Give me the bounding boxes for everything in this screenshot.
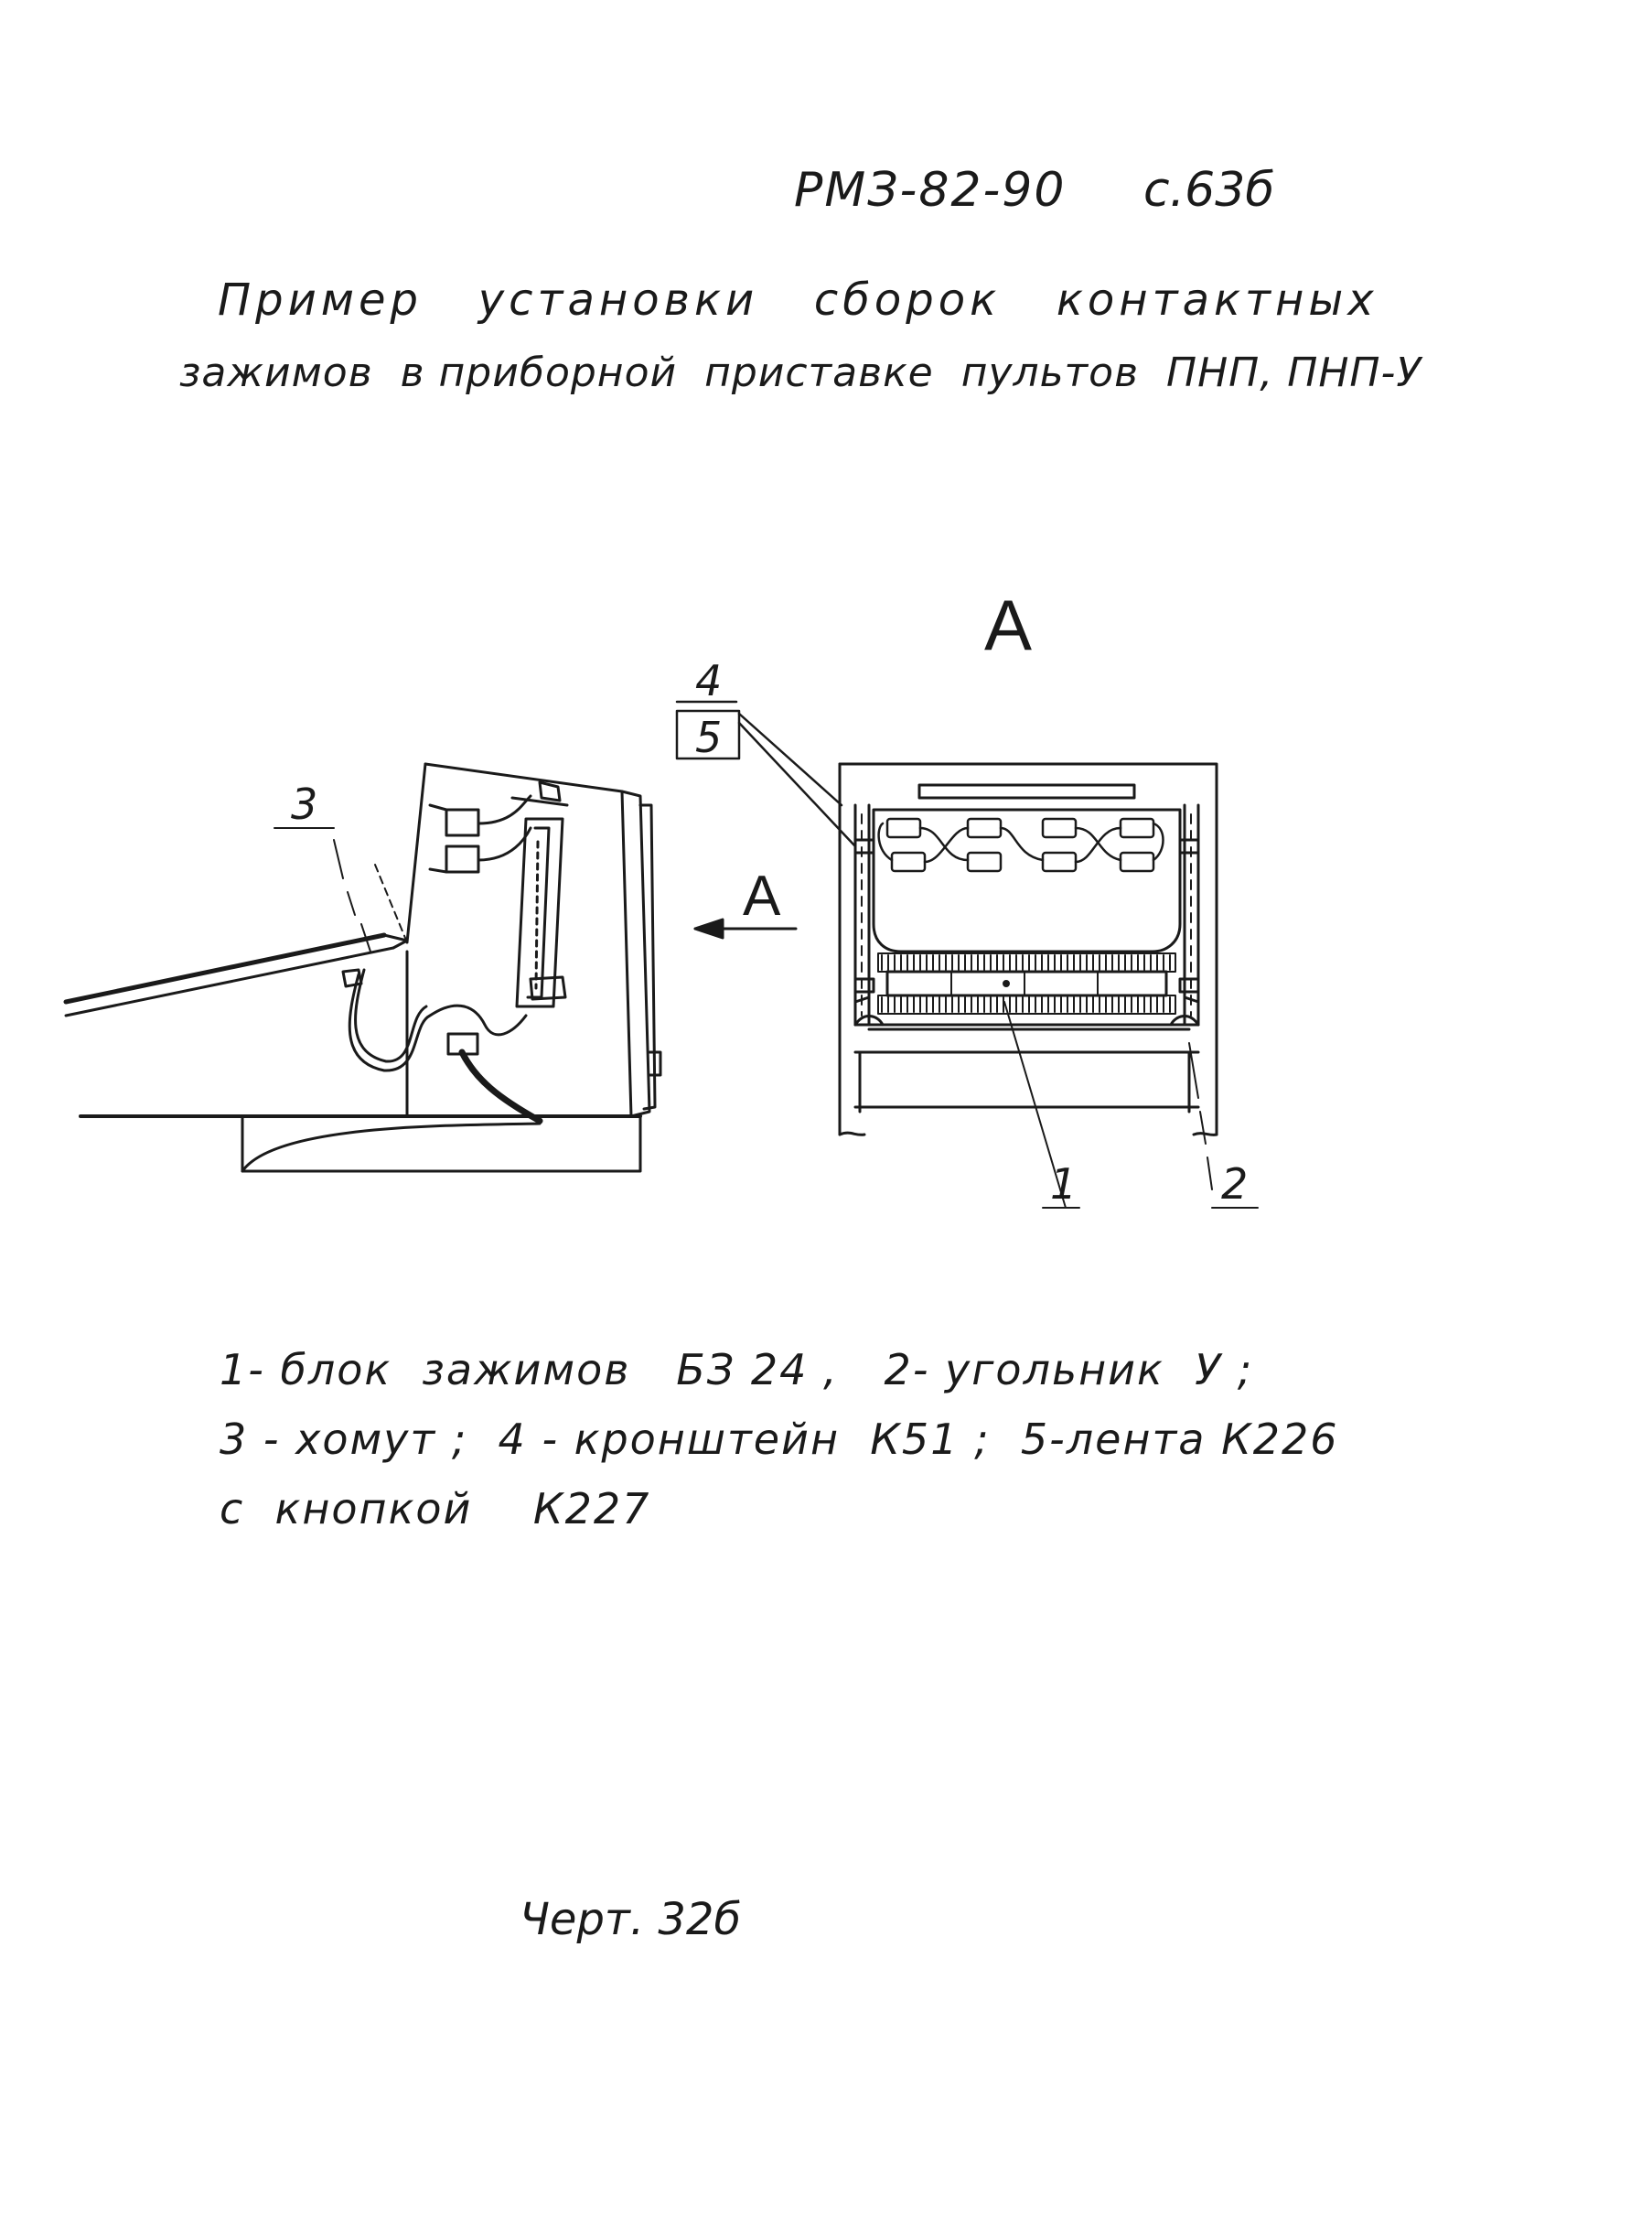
view-arrow-label: А: [743, 865, 781, 928]
title-line-1: Пример установки сборок контактных: [218, 274, 1378, 326]
callout-5-label: 5: [695, 713, 723, 762]
page-number: с.63б: [1143, 163, 1275, 218]
callout-4-label: 4: [695, 656, 723, 705]
legend-line-1: 1- блок зажимов БЗ 24 , 2- угольник У ;: [220, 1345, 1254, 1394]
legend-line-3: с кнопкой К227: [220, 1484, 651, 1533]
callout-3-label: 3: [291, 780, 318, 829]
document-code: РМЗ-82-90: [794, 163, 1067, 218]
callout-2-label: 2: [1221, 1159, 1249, 1209]
legend-line-2: 3 - хомут ; 4 - кронштейн К51 ; 5-лента К226: [220, 1415, 1339, 1464]
view-a-title: А: [984, 585, 1033, 665]
title-line-2: зажимов в приборной приставке пультов ПНП, ПНП-У: [179, 350, 1422, 396]
side-view: [66, 764, 660, 1171]
callout-1-label: 1: [1050, 1159, 1078, 1209]
figure-caption: Черт. 32б: [520, 1894, 742, 1945]
view-a: [840, 764, 1258, 1208]
